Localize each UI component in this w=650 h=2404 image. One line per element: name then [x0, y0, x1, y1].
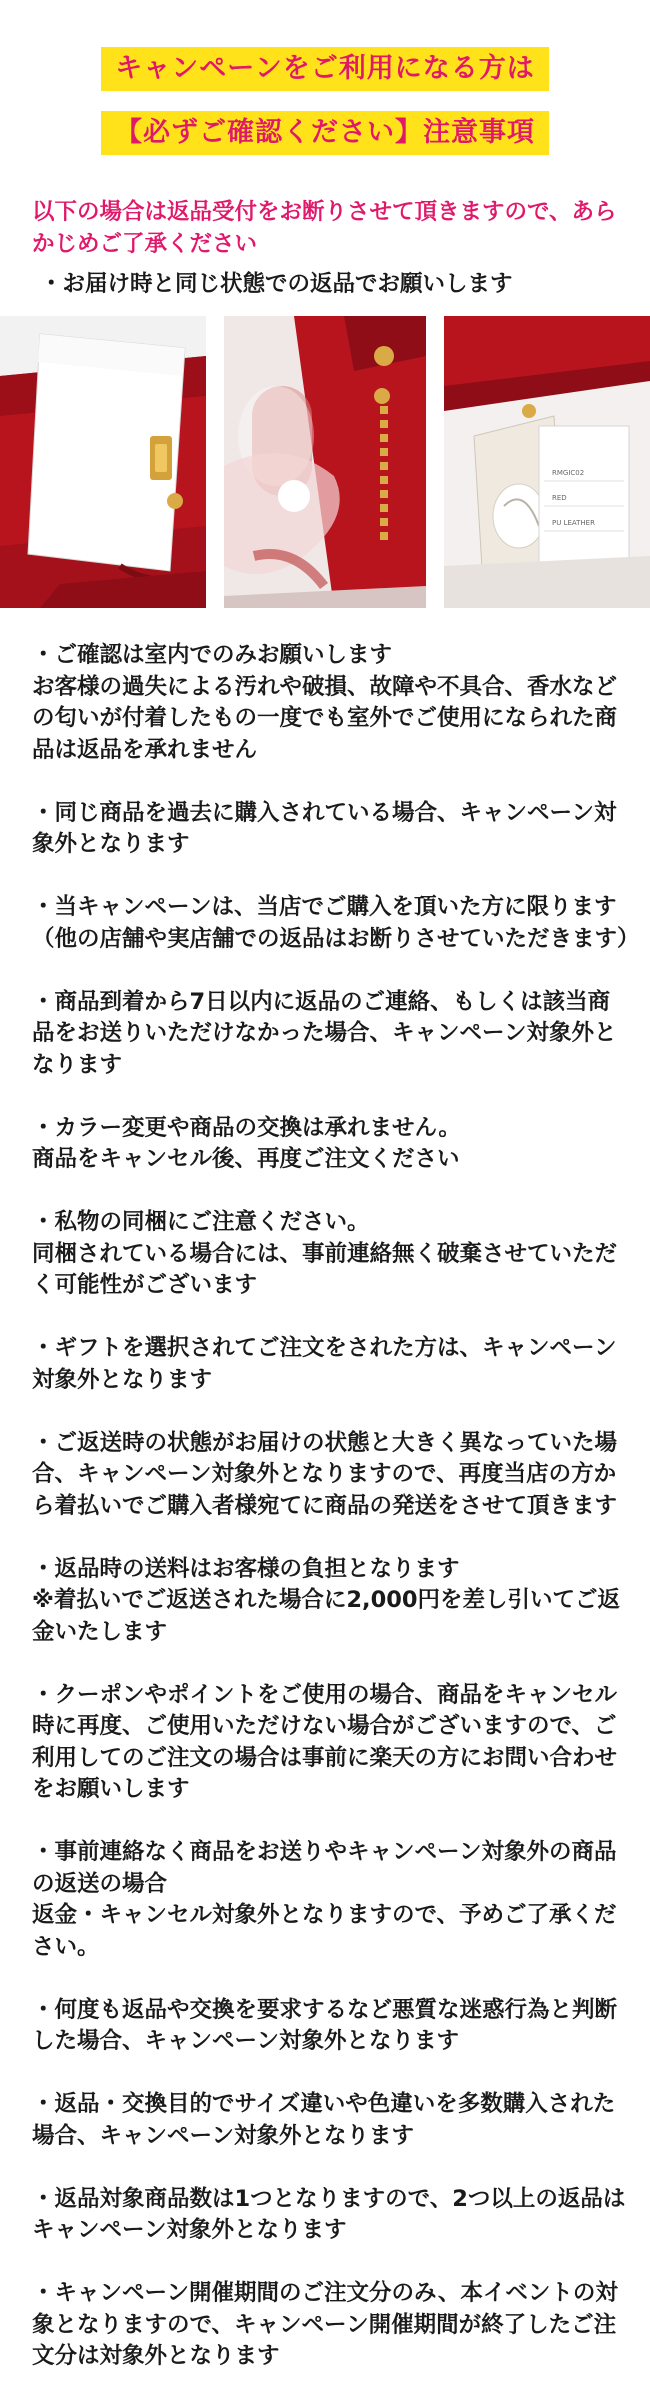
notice-item: ・返品・交換目的でサイズ違いや色違いを多数購入された場合、キャンペーン対象外となります	[32, 2091, 616, 2149]
bag-with-protective-film-photo	[224, 316, 426, 608]
notice-item: ・カラー変更や商品の交換は承れません。 商品をキャンセル後、再度ご注文ください	[32, 1114, 461, 1172]
notice-item: ・事前連絡なく商品をお送りやキャンペーン対象外の商品の返送の場合 返金・キャンセル対象外となりますので、予めご了承ください。	[32, 1839, 617, 1960]
tag-code: RMGIC02	[552, 469, 585, 477]
refusal-warning: 以下の場合は返品受付をお断りさせて頂きますので、あらかじめご了承ください	[32, 199, 617, 257]
notice-item: ・同じ商品を過去に購入されている場合、キャンペーン対象外となります	[32, 799, 617, 857]
banner-heading-line2	[0, 111, 650, 155]
notice-item: ・ご確認は室内でのみお願いします お客様の過失による汚れや破損、故障や不具合、香水などの匂いが付着したもの一度でも室外でご使用になられた商品は返品を承れません	[32, 642, 618, 763]
notice-item: ・何度も返品や交換を要求するなど悪質な迷惑行為と判断した場合、キャンペーン対象外となります	[32, 1996, 618, 2054]
notice-item: ・ギフトを選択されてご注文をされた方は、キャンペーン対象外となります	[32, 1335, 617, 1393]
notice-item: ・返品対象商品数は1つとなりますので、2つ以上の返品はキャンペーン対象外となります	[32, 2185, 626, 2243]
lead-condition: ・お届け時と同じ状態での返品でお願いします	[40, 271, 513, 297]
notice-item: ・返品時の送料はお客様の負担となります ※着払いでご返送された場合に2,000円を差し引いてご返金いたします	[32, 1555, 621, 1645]
banner-heading-text: キャンペーンをご利用になる方は	[101, 47, 548, 91]
photo-row	[0, 316, 650, 608]
notice-item: ・商品到着から7日以内に返品のご連絡、もしくは該当商品をお送りいただけなかった場合、キャンペーン対象外となります	[32, 988, 617, 1078]
banner-heading-line1	[0, 47, 650, 91]
notice-list	[32, 640, 640, 2404]
notice-item: ・当キャンペーンは、当店でご購入を頂いた方に限ります（他の店舗や実店舗での返品はお断りさせていただきます）	[32, 894, 640, 952]
bag-with-tags-photo	[444, 316, 650, 608]
tag-material: PU LEATHER	[552, 519, 595, 527]
notice-item: ・クーポンやポイントをご使用の場合、商品をキャンセル時に再度、ご使用いただけない場合がございますので、ご利用してのご注文の場合は事前に楽天の方にお問い合わせをお願いします	[32, 1681, 618, 1802]
notice-item: ・私物の同梱にご注意ください。 同梱されている場合には、事前連絡無く破棄させていただく可能性がございます	[32, 1209, 618, 1298]
notice-item: ・キャンペーン開催期間のご注文分のみ、本イベントの対象となりますので、キャンペーン開催期間が終了したご注文分は対象外となります	[32, 2280, 618, 2369]
bag-with-paper-insert-photo	[0, 316, 206, 608]
notice-item: ・ご返送時の状態がお届けの状態と大きく異なっていた場合、キャンペーン対象外となりますので、再度当店の方から着払いでご購入者様宛てに商品の発送をさせて頂きます	[32, 1429, 618, 1519]
tag-color: RED	[552, 494, 567, 502]
banner-heading-text: 【必ずご確認ください】注意事項	[101, 111, 549, 155]
